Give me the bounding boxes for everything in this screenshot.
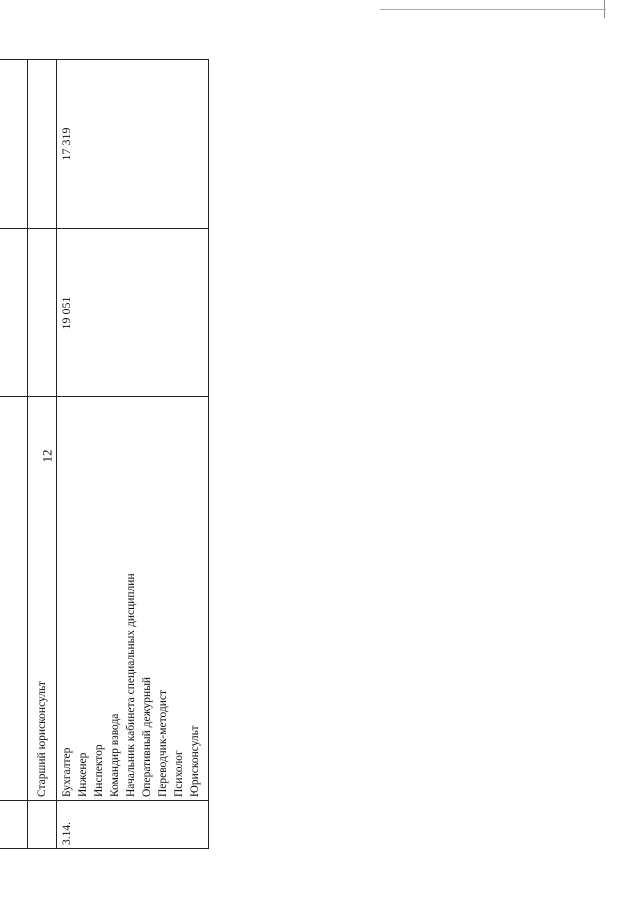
salary-other-value: 17 319 (59, 127, 73, 161)
table-row-title: Старший юрисконсульт (35, 681, 48, 797)
list-item: Бухгалтер (61, 747, 73, 797)
list-item: Инженер (77, 752, 89, 797)
salary-moscow-value: 19 051 (59, 296, 73, 330)
header-position-name (0, 397, 27, 801)
table-border-left (0, 848, 209, 849)
row-divider (56, 59, 57, 849)
row-number: 3.14. (61, 822, 73, 845)
list-item: Оперативный дежурный (141, 676, 153, 797)
table-border-bottom (208, 59, 209, 849)
list-item: Командир взвода (109, 713, 121, 797)
scan-edge-mark (604, 0, 640, 18)
page-number: 12 (39, 449, 54, 463)
position-list (59, 397, 203, 797)
list-item: Переводчик-методист (157, 689, 169, 797)
salary-table (0, 59, 209, 849)
list-item: Инспектор (93, 744, 105, 797)
table-border-right (0, 59, 209, 60)
list-item: Начальник кабинета специальных дисциплин (125, 573, 137, 797)
header-salary-other (0, 59, 27, 229)
header-number (0, 801, 27, 849)
header-salary-moscow (0, 229, 27, 397)
col-divider-1 (0, 800, 209, 801)
list-item: Психолог (173, 750, 185, 797)
col-divider-3 (0, 228, 209, 229)
scan-edge-line (380, 9, 606, 10)
list-item: Юрисконсульт (189, 725, 201, 797)
